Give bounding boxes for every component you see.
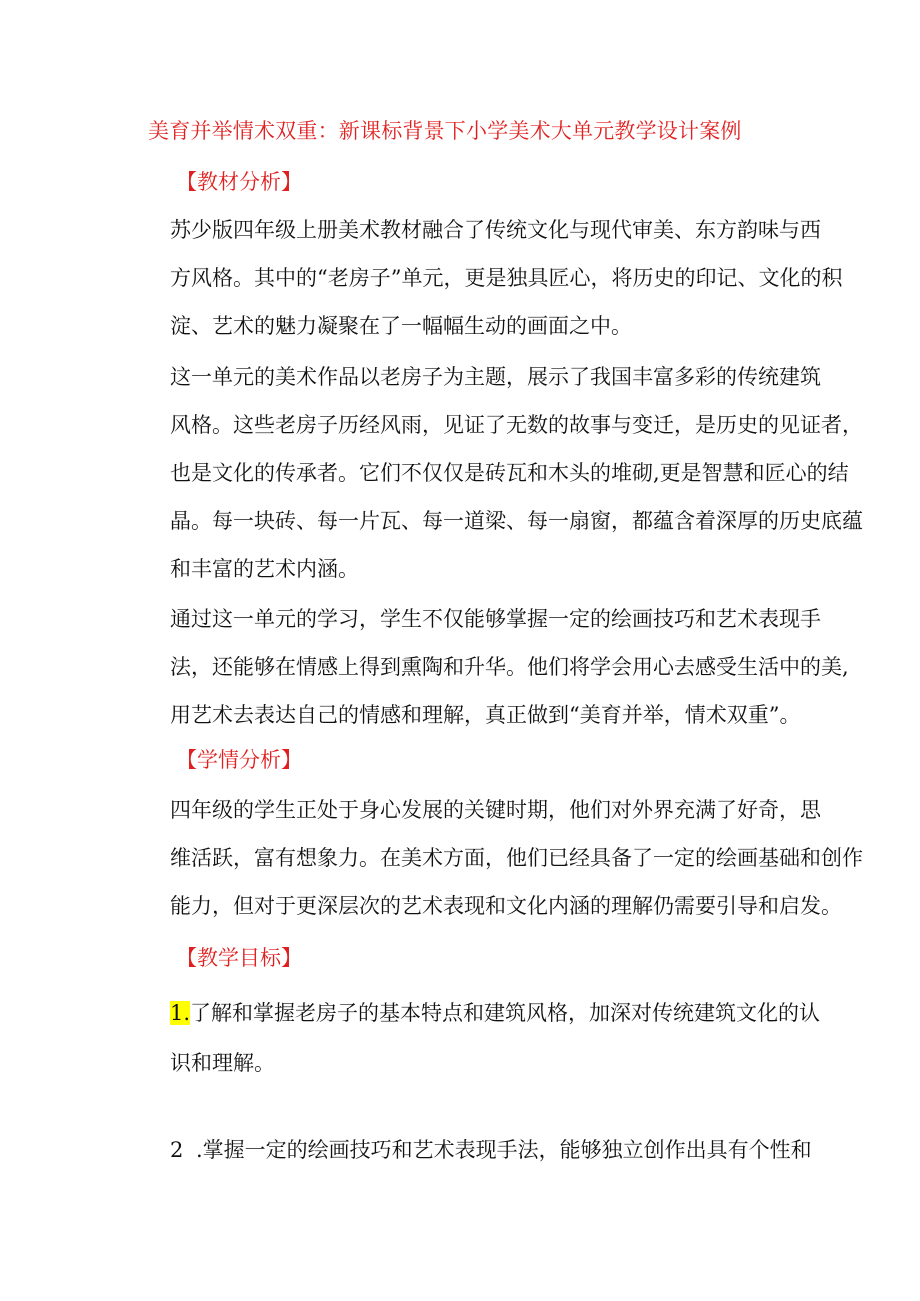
paragraph-material-1 (170, 206, 843, 350)
paragraph-learners-1 (170, 786, 863, 930)
text-line: 识和理解。 (170, 1051, 275, 1075)
text-line: 维活跃，富有想象力。在美术方面，他们已经具备了一定的绘画基础和创作 (170, 846, 863, 870)
section-heading-material: 【教材分析】 (176, 170, 302, 194)
text-line: 通过这一单元的学习，学生不仅能够掌握一定的绘画技巧和艺术表现手 (170, 607, 821, 631)
section-heading-learners: 【学情分析】 (176, 748, 302, 772)
text-line: 用艺术去表达自己的情感和理解，真正做到“美育并举，情术双重”。 (170, 703, 801, 727)
paragraph-material-2 (170, 353, 863, 593)
text-line: 法，还能够在情感上得到熏陶和升华。他们将学会用心去感受生活中的美, (170, 655, 849, 679)
text-line: 四年级的学生正处于身心发展的关键时期，他们对外界充满了好奇，思 (170, 798, 821, 822)
goal-number-highlight: 1. (170, 1001, 191, 1025)
text-line: 也是文化的传承者。它们不仅仅是砖瓦和木头的堆砌,更是智慧和匠心的结 (170, 461, 849, 485)
text-line: 淀、艺术的魅力凝聚在了一幅幅生动的画面之中。 (170, 314, 632, 338)
text-line (170, 996, 821, 1030)
text-line: 风格。这些老房子历经风雨，见证了无数的故事与变迁，是历史的见证者， (170, 413, 863, 437)
text-line: 方风格。其中的“老房子”单元，更是独具匠心，将历史的印记、文化的积 (170, 266, 843, 290)
goal-item-2 (170, 1133, 812, 1167)
text-line: 晶。每一块砖、每一片瓦、每一道梁、每一扇窗，都蕴含着深厚的历史底蕴 (170, 509, 863, 533)
goal-text: .掌握一定的绘画技巧和艺术表现手法，能够独立创作出具有个性和 (196, 1138, 812, 1162)
text-line: 这一单元的美术作品以老房子为主题，展示了我国丰富多彩的传统建筑 (170, 365, 821, 389)
goal-item-1 (170, 996, 821, 1080)
paragraph-material-3 (170, 595, 849, 739)
text-line: 苏少版四年级上册美术教材融合了传统文化与现代审美、东方韵味与西 (170, 218, 821, 242)
goal-number: 2 (170, 1138, 184, 1162)
text-line: 和丰富的艺术内涵。 (170, 557, 359, 581)
text-line (170, 1133, 812, 1167)
section-heading-goals: 【教学目标】 (176, 946, 302, 970)
text-line: 能力，但对于更深层次的艺术表现和文化内涵的理解仍需要引导和启发。 (170, 894, 842, 918)
goal-text: 了解和掌握老房子的基本特点和建筑风格，加深对传统建筑文化的认 (190, 1001, 821, 1025)
document-title: 美育并举情术双重：新课标背景下小学美术大单元教学设计案例 (148, 119, 742, 143)
